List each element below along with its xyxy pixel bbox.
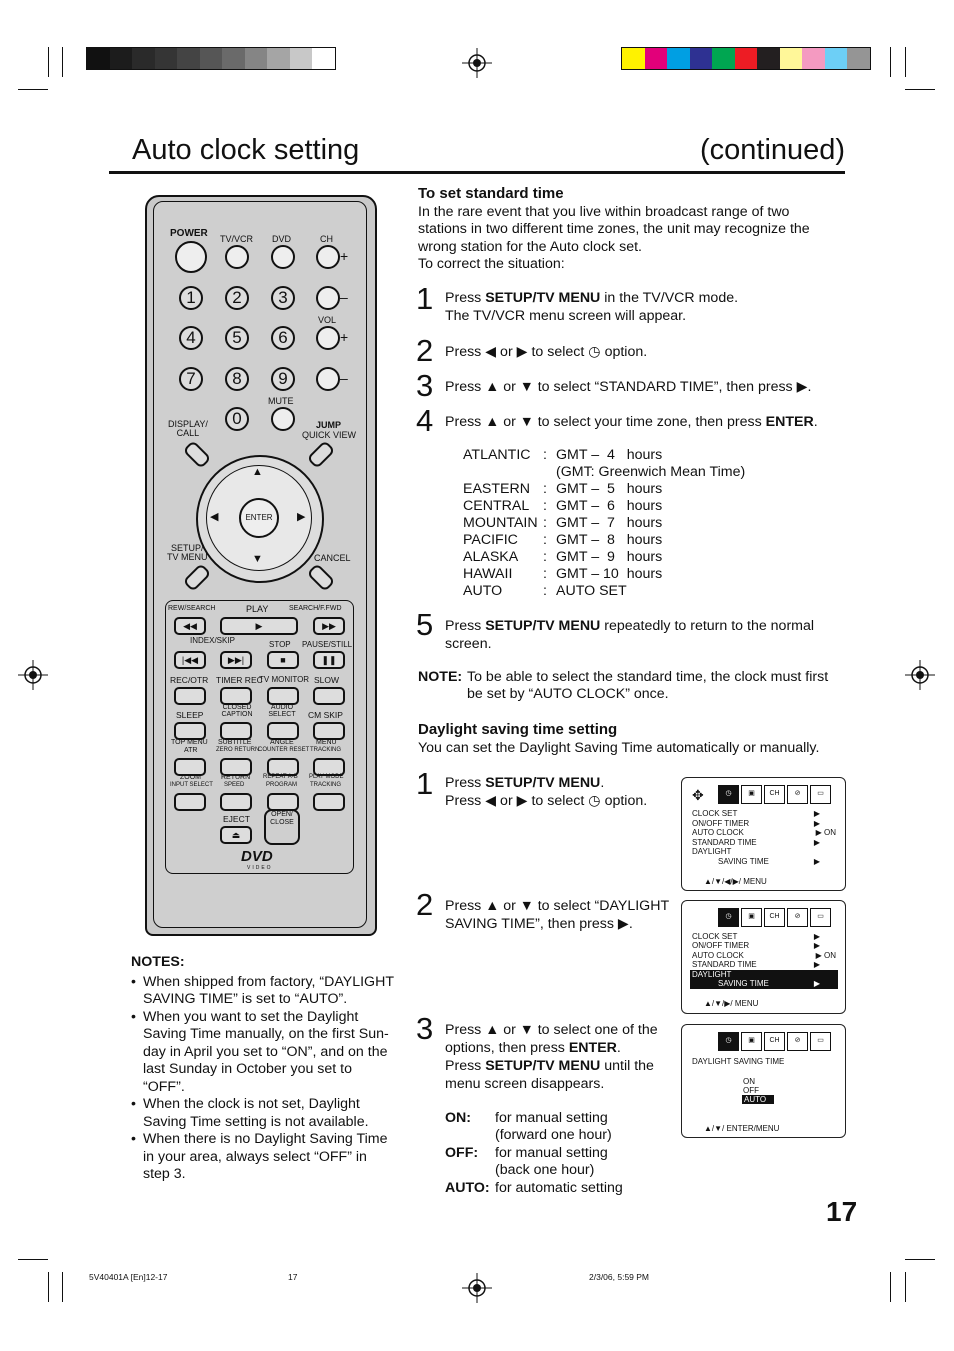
footer-date: 2/3/06, 5:59 PM (589, 1272, 650, 1282)
notes-heading: NOTES: (131, 954, 185, 970)
grayscale-bar (86, 47, 336, 70)
ffwd-label: SEARCH/F.FWD (289, 605, 342, 612)
menu-row: ON/OFF TIMER ▶ (692, 941, 820, 950)
zone-separator: : (543, 447, 547, 463)
menu-row: CLOCK SET ▶ (692, 932, 820, 941)
zero-return-label: ZERO RETURN (216, 747, 260, 753)
menu-row-selected: SAVING TIME ▶ (718, 979, 820, 988)
power-label: POWER (170, 228, 208, 239)
picture-icon: ▣ (741, 908, 762, 927)
setup-label: SETUP/ TV MENU (167, 543, 208, 562)
atr-label: ATR (184, 747, 198, 754)
digit-button[interactable]: 9 (271, 367, 295, 391)
enter-button[interactable]: ENTER (239, 498, 279, 538)
time-zone-row (463, 498, 745, 515)
menu-row: SAVING TIME ▶ (718, 857, 820, 866)
zone-separator: : (543, 498, 547, 514)
eject-label: EJECT (223, 814, 250, 824)
gray-swatch (222, 48, 245, 69)
zone-name: PACIFIC (463, 532, 518, 548)
crop-mark (905, 1272, 906, 1302)
menu-row: STANDARD TIME ▶ (692, 838, 820, 847)
mute-button[interactable] (271, 407, 295, 431)
standard-intro2: To correct the situation: (418, 256, 565, 272)
standard-heading: To set standard time (418, 185, 564, 202)
option-off-text: for manual setting (back one hour) (495, 1145, 608, 1179)
dvd-label: DVD (272, 234, 292, 244)
move-icon: ✥ (692, 787, 704, 803)
tape-icon: ▭ (810, 785, 831, 804)
registration-mark-icon (462, 1273, 492, 1303)
rewind-button[interactable]: ◀◀ (174, 617, 206, 635)
timer-rec-button[interactable] (220, 687, 252, 705)
lock-icon: ⊘ (787, 1032, 808, 1051)
option-auto-label: AUTO: (445, 1180, 490, 1196)
menu-row: CLOCK SET ▶ (692, 809, 820, 818)
counter-reset-label: COUNTER RESET (258, 747, 310, 753)
zone-name: AUTO (463, 583, 503, 599)
cm-skip-label: CM SKIP (308, 710, 343, 720)
note-item: • When you want to set the Daylight Saving Time manually, on the first Sun-day in April you set to “ON”, and on the last Sunday in October you set to “OFF”. (131, 1009, 396, 1097)
crop-mark (62, 47, 63, 77)
color-swatch (645, 48, 668, 69)
top-menu-label: TOP MENU (171, 739, 208, 746)
zone-offset: GMT – 4 hours (556, 447, 663, 463)
color-swatch (757, 48, 780, 69)
rew-label: REW/SEARCH (168, 605, 216, 612)
color-swatch (690, 48, 713, 69)
zoom-label: ZOOM (180, 774, 201, 781)
return-button[interactable] (220, 793, 252, 811)
time-zone-row (463, 481, 745, 498)
rec-label: REC/OTR (170, 675, 209, 685)
subtitle-label: SUBTITLE (218, 739, 252, 746)
display-call-label: DISPLAY/ CALL (168, 419, 208, 438)
clock-icon: ◷ (718, 1032, 739, 1051)
gray-swatch (110, 48, 133, 69)
zone-separator: : (543, 549, 547, 565)
audio-select-label: AUDIO SELECT (268, 704, 296, 718)
stop-label: STOP (269, 640, 291, 649)
angle-label: ANGLE (270, 739, 294, 746)
time-zone-row (463, 583, 745, 600)
zoom-button[interactable] (174, 793, 206, 811)
tvvcr-button[interactable] (225, 245, 249, 269)
digit-button[interactable]: 4 (179, 326, 203, 350)
zone-name: ATLANTIC (463, 447, 531, 463)
sleep-label: SLEEP (176, 710, 204, 720)
zone-name: EASTERN (463, 481, 531, 497)
channel-icon: CH (764, 908, 785, 927)
standard-step-4: Press ▲ or ▼ to select your time zone, then press ENTER. (445, 414, 818, 430)
step-number: 3 (416, 368, 434, 403)
quick-view-label: QUICK VIEW (302, 430, 357, 440)
dvd-logo: DVD (241, 848, 273, 865)
dst-title: DAYLIGHT SAVING TIME (692, 1057, 785, 1066)
zone-offset: AUTO SET (556, 583, 627, 599)
digit-button[interactable]: 1 (179, 286, 203, 310)
time-zone-row (463, 515, 745, 532)
standard-intro: In the rare event that you live within broadcast range of two stations in two different time zones, the unit may recognize the wrong station for the Auto clock set. (418, 204, 810, 255)
time-zone-row (463, 566, 745, 583)
clock-icon: ◷ (718, 785, 739, 804)
title-rule (109, 171, 845, 174)
clock-icon: ◷ (718, 908, 739, 927)
right-arrow-icon[interactable]: ▶ (297, 511, 306, 523)
time-zone-row (463, 532, 745, 549)
option-on-label: ON: (445, 1110, 472, 1126)
step-number: 4 (416, 403, 434, 438)
menu-row: AUTO CLOCK ▶ ON (692, 951, 836, 960)
menu-screen-2 (681, 900, 846, 1014)
menu-label: MENU (316, 739, 337, 746)
zone-name (463, 464, 543, 481)
crop-mark (905, 1259, 935, 1260)
digit-button[interactable]: 8 (225, 367, 249, 391)
plus-icon: + (340, 248, 349, 264)
menu-screen-1 (681, 777, 846, 891)
picture-icon: ▣ (741, 785, 762, 804)
slow-label: SLOW (314, 675, 340, 685)
closed-caption-label: CLOSED CAPTION (221, 704, 253, 718)
zone-separator: : (543, 481, 547, 497)
digit-button[interactable]: 5 (225, 326, 249, 350)
digit-button[interactable]: 0 (225, 407, 249, 431)
menu-screen-3 (681, 1024, 846, 1138)
page-title: Auto clock setting (132, 134, 360, 166)
standard-step-1: Press SETUP/TV MENU in the TV/VCR mode. The TV/VCR menu screen will appear. (445, 290, 739, 324)
input-select-label: INPUT SELECT (170, 782, 213, 788)
skip-back-button[interactable]: |◀◀ (174, 651, 206, 669)
gray-swatch (155, 48, 178, 69)
jump-label: JUMP (316, 420, 342, 430)
zone-separator: : (543, 515, 547, 531)
tape-icon: ▭ (810, 908, 831, 927)
ch-down-button[interactable] (316, 286, 340, 310)
color-swatch (622, 48, 645, 69)
menu-icons (718, 785, 833, 804)
audio-select-button[interactable] (267, 722, 299, 740)
step-number: 3 (416, 1011, 434, 1046)
note-item: • When there is no Daylight Saving Time in your area, always select “OFF” in step 3. (131, 1131, 396, 1184)
digit-button[interactable]: 6 (271, 326, 295, 350)
zone-offset: GMT – 6 hours (556, 498, 663, 514)
digit-button[interactable]: 3 (271, 286, 295, 310)
repeat-label: REPEAT A-B (263, 774, 298, 780)
standard-step-5: Press SETUP/TV MENU repeatedly to return to the normal screen. (445, 618, 815, 652)
program-label: PROGRAM (266, 782, 298, 788)
cm-skip-button[interactable] (313, 722, 345, 740)
option-auto-text: for automatic setting (495, 1180, 623, 1196)
daylight-step-2: Press ▲ or ▼ to select “DAYLIGHT SAVING TIME”, then press ▶. (445, 898, 669, 932)
sleep-button[interactable] (174, 722, 206, 740)
crop-mark (18, 89, 48, 90)
vol-up-button[interactable] (316, 326, 340, 350)
daylight-step-3: Press ▲ or ▼ to select one of the options, then press ENTER. Press SETUP/TV MENU until the menu screen disappears. (445, 1022, 658, 1092)
tvvcr-label: TV/VCR (220, 234, 254, 244)
option-on-text: for manual setting (forward one hour) (495, 1110, 612, 1144)
daylight-intro: You can set the Daylight Saving Time automatically or manually. (418, 740, 820, 756)
slow-button[interactable] (313, 687, 345, 705)
step-number: 1 (416, 766, 434, 801)
note-label: NOTE: (418, 669, 463, 685)
standard-step-2: Press ◀ or ▶ to select ◷ option. (445, 344, 648, 360)
dst-option-selected: AUTO (742, 1095, 774, 1104)
gray-swatch (267, 48, 290, 69)
tv-monitor-label: TV MONITOR (259, 675, 310, 684)
zone-name: CENTRAL (463, 498, 530, 514)
note-text: To be able to select the standard time, the clock must first be set by “AUTO CLOCK” once. (467, 669, 829, 703)
play-mode-label: PLAY MODE (309, 774, 344, 780)
fast-forward-button[interactable]: ▶▶ (313, 617, 345, 635)
menu-icons (718, 908, 833, 927)
page-number: 17 (826, 1196, 858, 1227)
crop-mark (62, 1272, 63, 1302)
crop-mark (905, 47, 906, 77)
menu-row: DAYLIGHT (692, 847, 732, 856)
play-mode-button[interactable] (313, 793, 345, 811)
gray-swatch (177, 48, 200, 69)
minus-icon: – (340, 289, 348, 305)
menu-row: AUTO CLOCK ▶ ON (692, 828, 836, 837)
step-number: 2 (416, 887, 434, 922)
footer-code: 5V40401A [En]12-17 (89, 1272, 168, 1282)
standard-step-3: Press ▲ or ▼ to select “STANDARD TIME”, then press ▶. (445, 379, 812, 395)
registration-mark-icon (905, 660, 935, 690)
gray-swatch (245, 48, 268, 69)
nav-hint: ▲/▼/ ENTER/MENU (704, 1124, 780, 1133)
pause-button[interactable]: ❚❚ (313, 651, 345, 669)
nav-hint: ▲/▼/◀/▶/ MENU (704, 877, 767, 886)
channel-icon: CH (764, 785, 785, 804)
up-arrow-icon[interactable]: ▲ (252, 466, 263, 478)
minus-icon: – (340, 370, 348, 386)
crop-mark (890, 47, 891, 77)
gray-swatch (132, 48, 155, 69)
dst-option: OFF (743, 1086, 759, 1095)
crop-mark (905, 89, 935, 90)
option-off-label: OFF: (445, 1145, 479, 1161)
footer-page: 17 (288, 1272, 298, 1282)
notes (131, 954, 396, 1184)
left-arrow-icon[interactable]: ◀ (210, 511, 219, 523)
color-bar (621, 47, 871, 70)
time-zone-table (463, 447, 745, 600)
dvd-button[interactable] (271, 245, 295, 269)
zone-offset: GMT – 10 hours (556, 566, 663, 582)
eject-button[interactable]: ⏏ (220, 826, 252, 844)
nav-hint: ▲/▼/▶/ MENU (704, 999, 759, 1008)
power-button[interactable] (175, 241, 207, 273)
menu-row-selected: DAYLIGHT (692, 970, 732, 979)
registration-mark-icon (18, 660, 48, 690)
zone-name: HAWAII (463, 566, 513, 582)
color-swatch (780, 48, 803, 69)
zone-offset: GMT – 7 hours (556, 515, 663, 531)
play-label: PLAY (246, 604, 269, 614)
time-zone-row (463, 549, 745, 566)
menu-row: STANDARD TIME ▶ (692, 960, 820, 969)
speed-label: SPEED (224, 782, 245, 788)
gray-swatch (87, 48, 110, 69)
crop-mark (48, 47, 49, 77)
note-item: • When shipped from factory, “DAYLIGHT SAVING TIME” is set to “AUTO”. (131, 974, 396, 1009)
gray-swatch (200, 48, 223, 69)
menu-row: ON/OFF TIMER ▶ (692, 819, 820, 828)
step-number: 2 (416, 333, 434, 368)
open-close-button[interactable]: OPEN/ CLOSE (264, 809, 300, 845)
color-swatch (825, 48, 848, 69)
mute-label: MUTE (268, 396, 294, 406)
crop-mark (890, 1272, 891, 1302)
time-zone-row (463, 464, 745, 481)
zone-separator (543, 464, 556, 481)
index-label: INDEX/SKIP (190, 636, 235, 645)
registration-mark-icon (462, 48, 492, 78)
zone-offset: GMT – 8 hours (556, 532, 663, 548)
channel-icon: CH (764, 1032, 785, 1051)
vol-label: VOL (318, 315, 337, 325)
zone-separator: : (543, 532, 547, 548)
ch-up-button[interactable] (316, 245, 340, 269)
step-number: 5 (416, 607, 434, 642)
digit-button[interactable]: 7 (179, 367, 203, 391)
cancel-label: CANCEL (314, 553, 351, 563)
color-swatch (712, 48, 735, 69)
skip-forward-button[interactable]: ▶▶| (220, 651, 252, 669)
zone-name: MOUNTAIN (463, 515, 538, 531)
zone-offset: (GMT: Greenwich Mean Time) (556, 464, 746, 480)
lock-icon: ⊘ (787, 785, 808, 804)
zone-offset: GMT – 9 hours (556, 549, 663, 565)
note-item: • When the clock is not set, Daylight Saving Time setting is not available. (131, 1096, 396, 1131)
picture-icon: ▣ (741, 1032, 762, 1051)
dvd-logo-sub: VIDEO (247, 865, 273, 871)
gray-swatch (290, 48, 313, 69)
zone-separator: : (543, 583, 547, 599)
stop-button[interactable]: ■ (267, 651, 299, 669)
dst-option: ON (743, 1077, 755, 1086)
closed-caption-button[interactable] (220, 722, 252, 740)
tracking-plus-label: TRACKING (310, 747, 342, 753)
vol-down-button[interactable] (316, 367, 340, 391)
play-button[interactable]: ▶ (220, 617, 298, 635)
gray-swatch (312, 48, 335, 69)
step-number: 1 (416, 281, 434, 316)
color-swatch (667, 48, 690, 69)
zone-offset: GMT – 5 hours (556, 481, 663, 497)
color-swatch (802, 48, 825, 69)
plus-icon: + (340, 329, 349, 345)
daylight-heading: Daylight saving time setting (418, 721, 618, 738)
color-swatch (847, 48, 870, 69)
zone-name: ALASKA (463, 549, 519, 565)
rec-button[interactable] (174, 687, 206, 705)
lock-icon: ⊘ (787, 908, 808, 927)
crop-mark (48, 1272, 49, 1302)
return-label: RETURN (221, 774, 251, 781)
timer-label: TIMER REC (216, 675, 263, 685)
down-arrow-icon[interactable]: ▼ (252, 553, 263, 565)
page-title-continued: (continued) (700, 134, 846, 166)
crop-mark (18, 1259, 48, 1260)
daylight-step-1: Press SETUP/TV MENU. Press ◀ or ▶ to select ◷ option. (445, 775, 648, 809)
tape-icon: ▭ (810, 1032, 831, 1051)
time-zone-row (463, 447, 745, 464)
tracking-minus-label: TRACKING (310, 782, 342, 788)
digit-button[interactable]: 2 (225, 286, 249, 310)
ch-label: CH (320, 234, 333, 244)
tv-monitor-button[interactable] (267, 687, 299, 705)
color-swatch (735, 48, 758, 69)
menu-icons (718, 1032, 833, 1051)
pause-label: PAUSE/STILL (302, 640, 353, 649)
zone-separator: : (543, 566, 547, 582)
